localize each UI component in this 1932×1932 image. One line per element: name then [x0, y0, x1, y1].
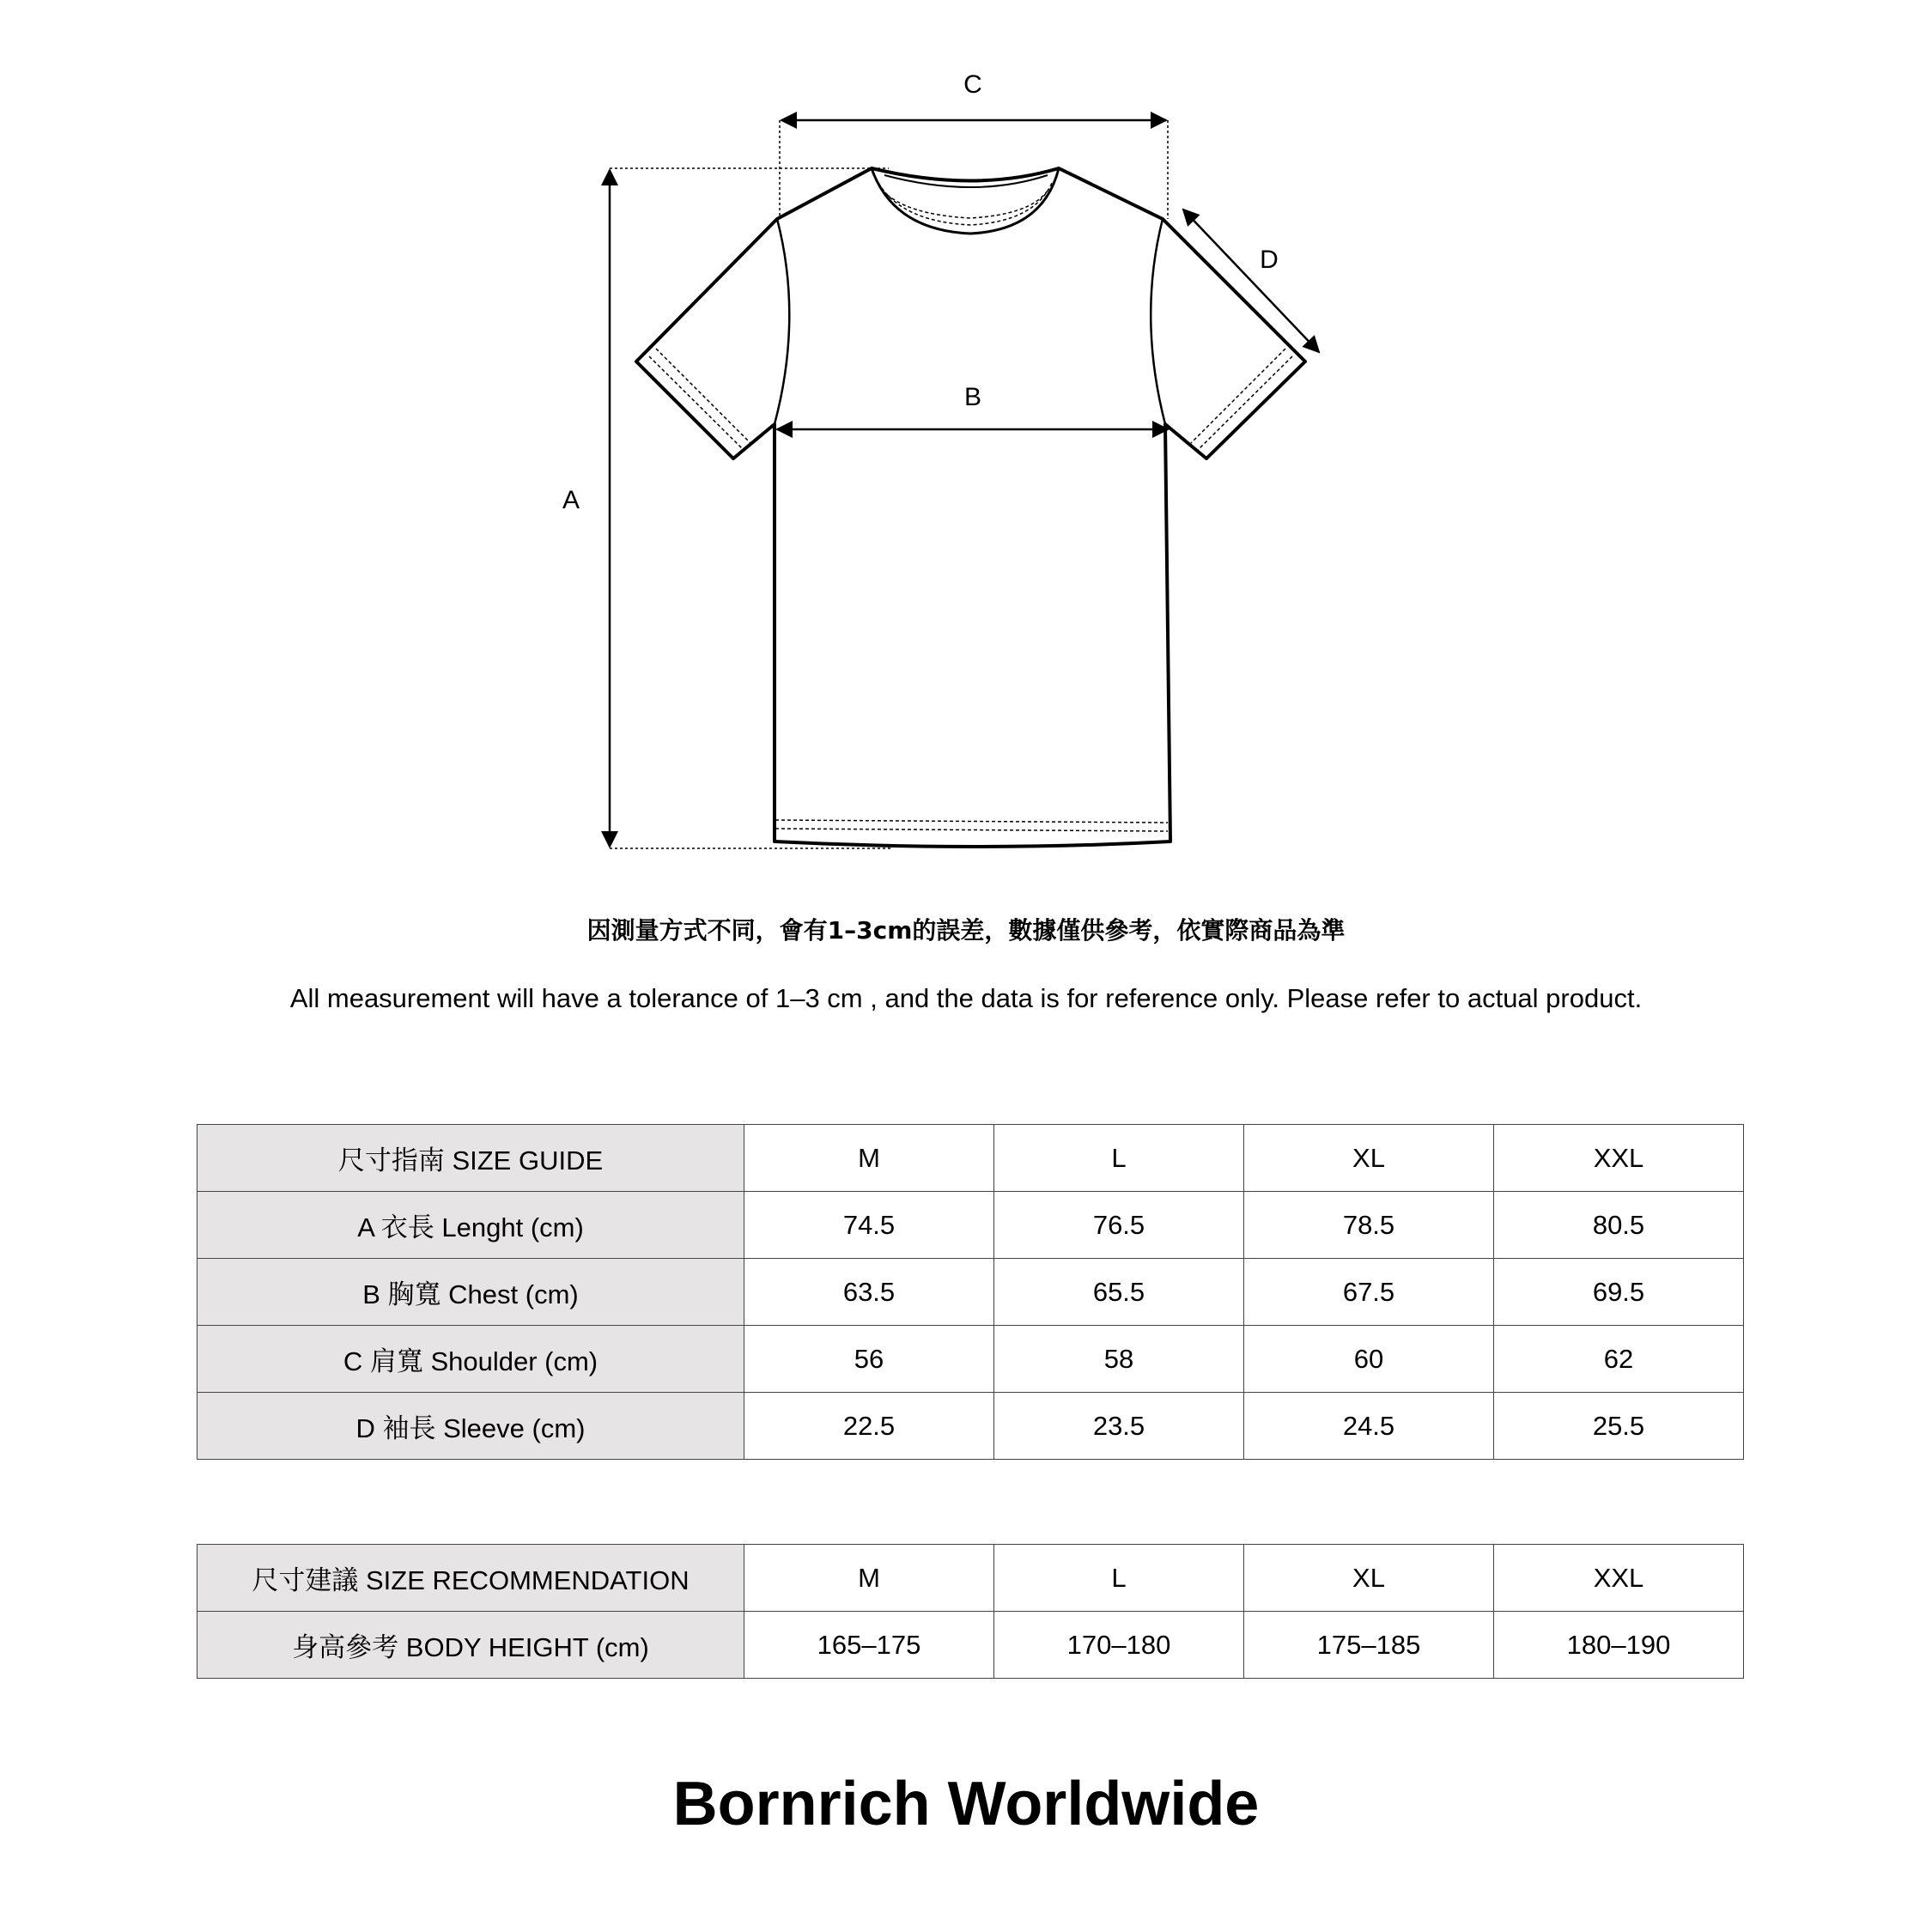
- table-cell: 165–175: [744, 1612, 994, 1679]
- dimension-b-label: B: [963, 383, 982, 411]
- size-column-m: M: [744, 1125, 994, 1192]
- size-column-xl: XL: [1244, 1545, 1494, 1612]
- dimension-d-label: D: [1260, 246, 1279, 274]
- table-cell: 62: [1494, 1326, 1744, 1393]
- row-label-sleeve: D 袖長 Sleeve (cm): [197, 1393, 744, 1460]
- size-column-l: L: [994, 1125, 1244, 1192]
- table-cell: 25.5: [1494, 1393, 1744, 1460]
- row-label-length: A 衣長 Lenght (cm): [197, 1192, 744, 1259]
- dimension-guides: [610, 120, 1168, 848]
- tshirt-outline: [636, 168, 1305, 847]
- table-cell: 63.5: [744, 1259, 994, 1326]
- table-header-row: [197, 1125, 1744, 1192]
- row-label-chest: B 胸寬 Chest (cm): [197, 1259, 744, 1326]
- dimension-d-arrow: [1183, 210, 1319, 352]
- brand-name: Bornrich Worldwide: [672, 1770, 1260, 1838]
- table-cell: 56: [744, 1326, 994, 1393]
- table-cell: 23.5: [994, 1393, 1244, 1460]
- table-cell: 80.5: [1494, 1192, 1744, 1259]
- table-row: [197, 1192, 1744, 1259]
- table-cell: 170–180: [994, 1612, 1244, 1679]
- size-column-xl: XL: [1244, 1125, 1494, 1192]
- table-row: [197, 1393, 1744, 1460]
- table-cell: 67.5: [1244, 1259, 1494, 1326]
- tolerance-note-chinese: 因測量方式不同，會有1–3cm的誤差，數據僅供參考，依實際商品為準: [586, 916, 1346, 945]
- dimension-a-label: A: [562, 486, 580, 514]
- dimension-c-label: C: [963, 70, 982, 99]
- table-header-row: [197, 1545, 1744, 1612]
- dimension-arrows: [610, 120, 1319, 847]
- size-recommendation-table: [197, 1544, 1744, 1679]
- table-cell: 69.5: [1494, 1259, 1744, 1326]
- size-column-m: M: [744, 1545, 994, 1612]
- tshirt-measurement-diagram: [0, 0, 1932, 867]
- row-label-shoulder: C 肩寬 Shoulder (cm): [197, 1326, 744, 1393]
- table-cell: 180–190: [1494, 1612, 1744, 1679]
- table-cell: 24.5: [1244, 1393, 1494, 1460]
- size-guide-table: [197, 1124, 1744, 1460]
- table-cell: 175–185: [1244, 1612, 1494, 1679]
- row-label-body-height: 身高參考 BODY HEIGHT (cm): [197, 1612, 744, 1679]
- table-cell: 22.5: [744, 1393, 994, 1460]
- table-row: [197, 1612, 1744, 1679]
- table-row: [197, 1259, 1744, 1326]
- size-column-xxl: XXL: [1494, 1125, 1744, 1192]
- size-column-xxl: XXL: [1494, 1545, 1744, 1612]
- size-guide-header: 尺寸指南 SIZE GUIDE: [197, 1125, 744, 1192]
- table-cell: 58: [994, 1326, 1244, 1393]
- table-cell: 60: [1244, 1326, 1494, 1393]
- table-row: [197, 1326, 1744, 1393]
- table-cell: 74.5: [744, 1192, 994, 1259]
- table-cell: 78.5: [1244, 1192, 1494, 1259]
- tolerance-note-english: All measurement will have a tolerance of 1–3 cm , and the data is for reference only. Please refer to actual product.: [289, 983, 1643, 1013]
- size-recommendation-header: 尺寸建議 SIZE RECOMMENDATION: [197, 1545, 744, 1612]
- stitching-lines: [649, 183, 1292, 831]
- size-column-l: L: [994, 1545, 1244, 1612]
- table-cell: 76.5: [994, 1192, 1244, 1259]
- table-cell: 65.5: [994, 1259, 1244, 1326]
